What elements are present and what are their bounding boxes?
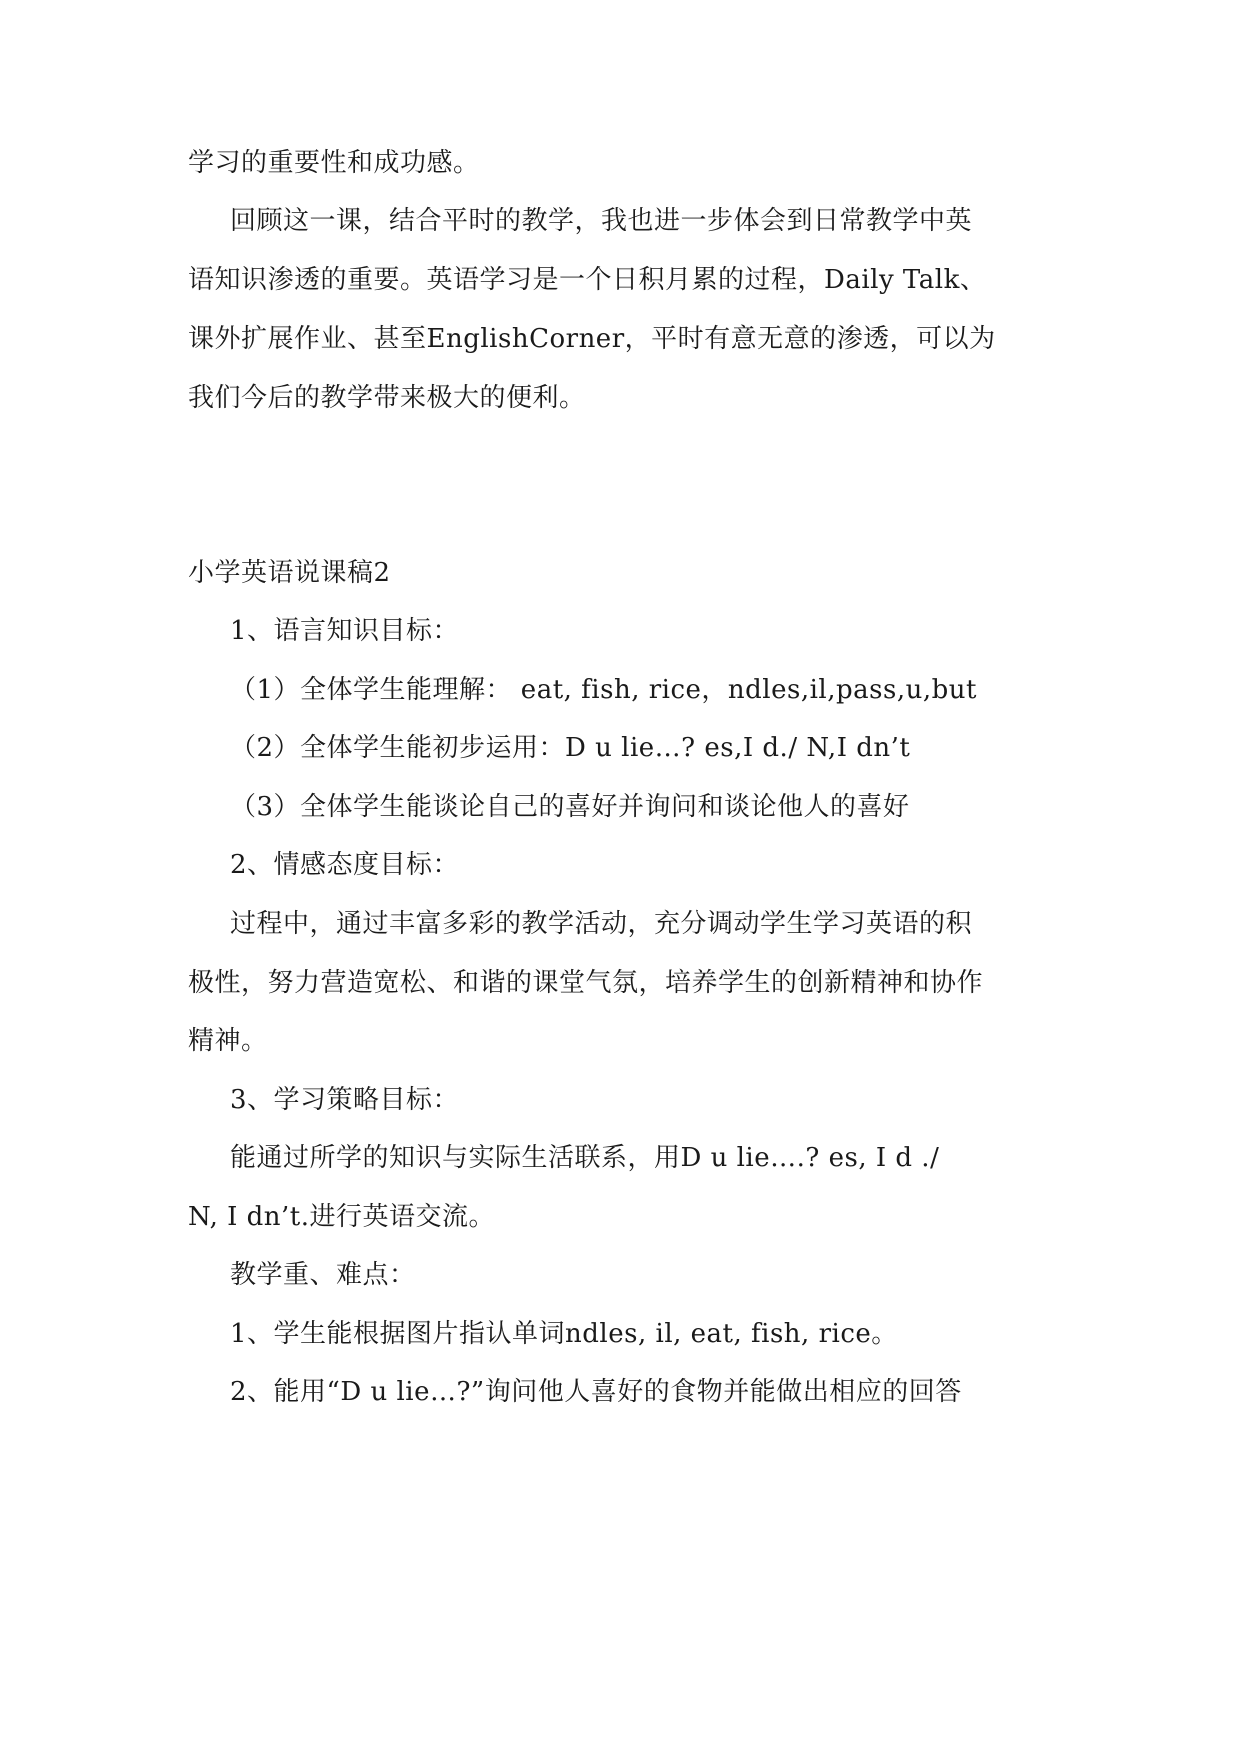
- list-item: （2）全体学生能初步运用：D u lie…? es,I d./ N,I dn’t: [230, 733, 911, 763]
- paragraph-line: N, I dn’t.进行英语交流。: [188, 1202, 496, 1232]
- paragraph-line: 极性，努力营造宽松、和谐的课堂气氛，培养学生的创新精神和协作: [188, 968, 984, 998]
- section-title: 小学英语说课稿2: [188, 558, 391, 588]
- paragraph-line: 过程中，通过丰富多彩的教学活动，充分调动学生学习英语的积: [230, 909, 973, 939]
- goal-heading: 1、语言知识目标：: [230, 616, 460, 646]
- list-item: 1、学生能根据图片指认单词ndles, il, eat, fish, rice。: [230, 1319, 898, 1349]
- paragraph-line: 学习的重要性和成功感。: [188, 148, 480, 178]
- key-points-heading: 教学重、难点：: [230, 1260, 416, 1290]
- list-item: 2、能用“D u lie…?”询问他人喜好的食物并能做出相应的回答: [230, 1377, 962, 1407]
- paragraph-line: 精神。: [188, 1026, 268, 1056]
- paragraph-line: 课外扩展作业、甚至EnglishCorner，平时有意无意的渗透，可以为: [188, 324, 996, 354]
- goal-heading: 3、学习策略目标：: [230, 1085, 460, 1115]
- paragraph-line: 能通过所学的知识与实际生活联系，用D u lie….? es, I d ./: [230, 1143, 940, 1173]
- paragraph-line: 语知识渗透的重要。英语学习是一个日积月累的过程，Daily Talk、: [188, 265, 987, 295]
- paragraph-line: 回顾这一课，结合平时的教学，我也进一步体会到日常教学中英: [230, 206, 973, 236]
- paragraph-line: 我们今后的教学带来极大的便利。: [188, 383, 586, 413]
- list-item: （3）全体学生能谈论自己的喜好并询问和谈论他人的喜好: [230, 792, 910, 822]
- goal-heading: 2、情感态度目标：: [230, 850, 460, 880]
- list-item: （1）全体学生能理解： eat, fish, rice，ndles,il,pass,u,but: [230, 675, 977, 705]
